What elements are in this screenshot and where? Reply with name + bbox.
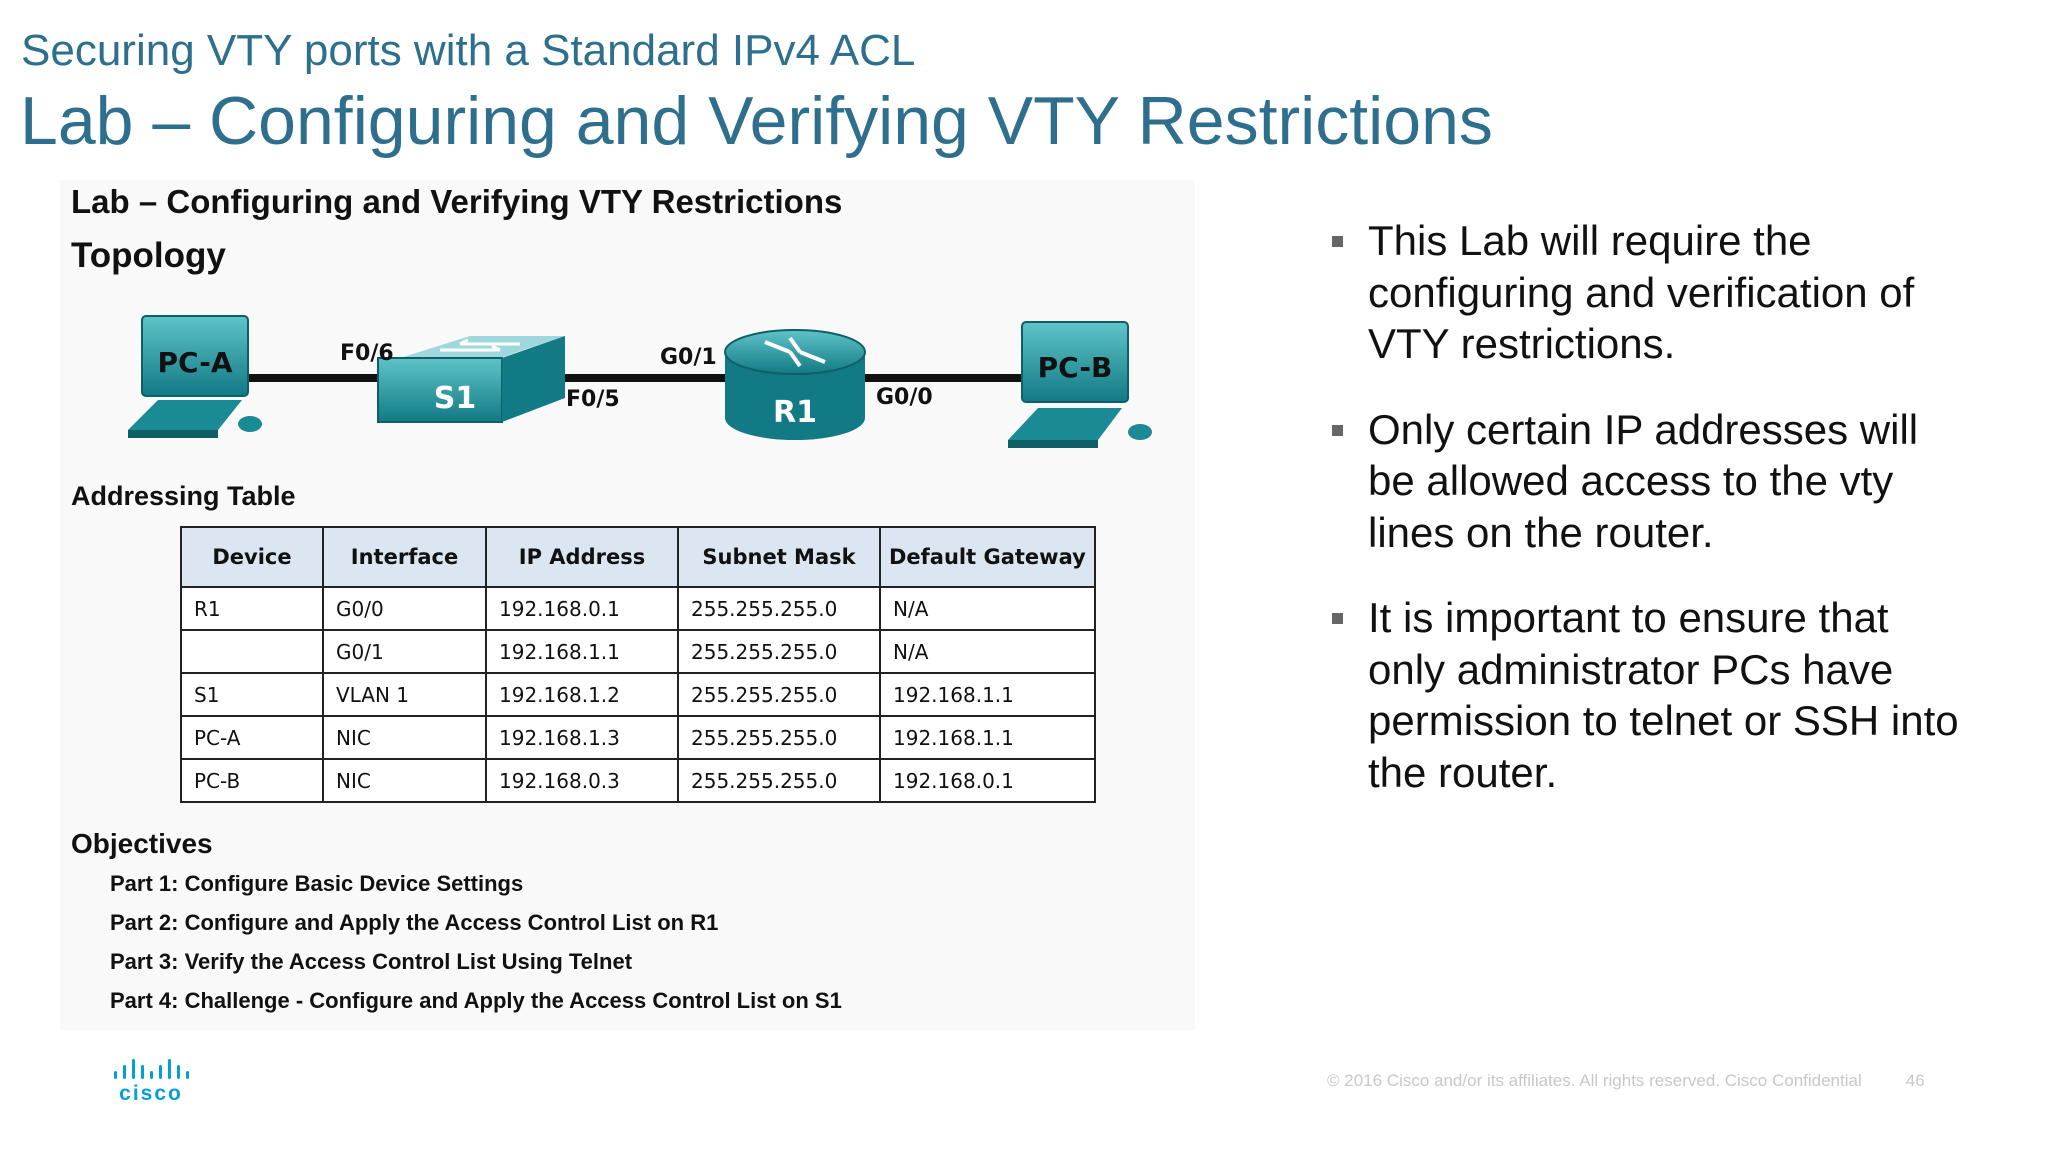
square-bullet-icon [1332,236,1343,247]
topology-diagram [100,300,1180,460]
addressing-table-heading: Addressing Table [71,481,296,511]
objectives-list [110,868,842,1024]
cell-subnet-mask: 255.255.255.0 [678,673,880,716]
footer [1327,1071,1925,1091]
table-row [181,716,1095,759]
bullet-item [1330,215,1970,370]
switch-icon [378,336,565,422]
interface-label-f0-6: F0/6 [340,341,394,366]
objective-item: Part 2: Configure and Apply the Access Control List on R1 [110,910,719,935]
column-header-subnet-mask: Subnet Mask [678,527,880,587]
column-header-ip-address: IP Address [486,527,678,587]
table-header-row [181,527,1095,587]
cell-interface: G0/1 [323,630,486,673]
cisco-bars-icon [114,1059,189,1079]
r1-label: R1 [773,395,817,430]
cell-device: R1 [181,587,323,630]
interface-label-g0-0: G0/0 [876,385,933,410]
column-header-default-gateway: Default Gateway [880,527,1095,587]
pc-b-icon [1008,322,1152,448]
cell-device: S1 [181,673,323,716]
cell-device: PC-A [181,716,323,759]
cell-ip-address: 192.168.0.3 [486,759,678,802]
cell-subnet-mask: 255.255.255.0 [678,759,880,802]
cell-default-gateway: 192.168.1.1 [880,716,1095,759]
cell-ip-address: 192.168.1.2 [486,673,678,716]
cell-ip-address: 192.168.1.3 [486,716,678,759]
table-row [181,673,1095,716]
table-row [181,587,1095,630]
cell-default-gateway: 192.168.0.1 [880,759,1095,802]
slide-subtitle: Securing VTY ports with a Standard IPv4 ACL [21,26,916,75]
cell-device [181,630,323,673]
lab-heading: Lab – Configuring and Verifying VTY Restrictions [71,183,843,220]
bullet-item [1330,404,1970,559]
page-number: 46 [1905,1071,1925,1090]
objective-item: Part 4: Challenge - Configure and Apply the Access Control List on S1 [110,988,842,1013]
s1-label: S1 [433,381,477,416]
cell-ip-address: 192.168.1.1 [486,630,678,673]
column-header-interface: Interface [323,527,486,587]
router-icon [725,330,865,440]
bullet-list [1330,215,1970,832]
cisco-wordmark: cisco [119,1082,183,1103]
cisco-logo [110,1055,200,1103]
cell-subnet-mask: 255.255.255.0 [678,716,880,759]
objective-item: Part 3: Verify the Access Control List Using Telnet [110,949,633,974]
cell-default-gateway: 192.168.1.1 [880,673,1095,716]
cell-interface: G0/0 [323,587,486,630]
cell-ip-address: 192.168.0.1 [486,587,678,630]
pc-a-label: PC-A [157,346,233,379]
cell-subnet-mask: 255.255.255.0 [678,587,880,630]
pc-a-icon [128,316,262,438]
cell-default-gateway: N/A [880,630,1095,673]
cell-device: PC-B [181,759,323,802]
addressing-table [180,526,1096,803]
table-row [181,630,1095,673]
bullet-text: Only certain IP addresses will be allowed access to the vty lines on the router. [1368,405,1919,556]
copyright-notice: © 2016 Cisco and/or its affiliates. All rights reserved. Cisco Confidential [1327,1071,1862,1090]
bullet-text: This Lab will require the configuring and verification of VTY restrictions. [1368,217,1915,367]
objectives-heading: Objectives [71,828,213,859]
slide-title: Lab – Configuring and Verifying VTY Restrictions [20,83,1493,159]
cell-interface: NIC [323,759,486,802]
interface-label-f0-5: F0/5 [566,387,620,412]
cell-interface: NIC [323,716,486,759]
column-header-device: Device [181,527,323,587]
pc-b-label: PC-B [1037,351,1113,384]
square-bullet-icon [1332,425,1343,436]
square-bullet-icon [1332,613,1343,624]
topology-label: Topology [71,236,226,275]
table-row [181,759,1095,802]
bullet-text: It is important to ensure that only administrator PCs have permission to telnet or SSH into the router. [1368,594,1959,796]
cell-default-gateway: N/A [880,587,1095,630]
bullet-item [1330,592,1970,798]
cell-interface: VLAN 1 [323,673,486,716]
objective-item: Part 1: Configure Basic Device Settings [110,871,524,896]
interface-label-g0-1: G0/1 [660,345,717,370]
cell-subnet-mask: 255.255.255.0 [678,630,880,673]
